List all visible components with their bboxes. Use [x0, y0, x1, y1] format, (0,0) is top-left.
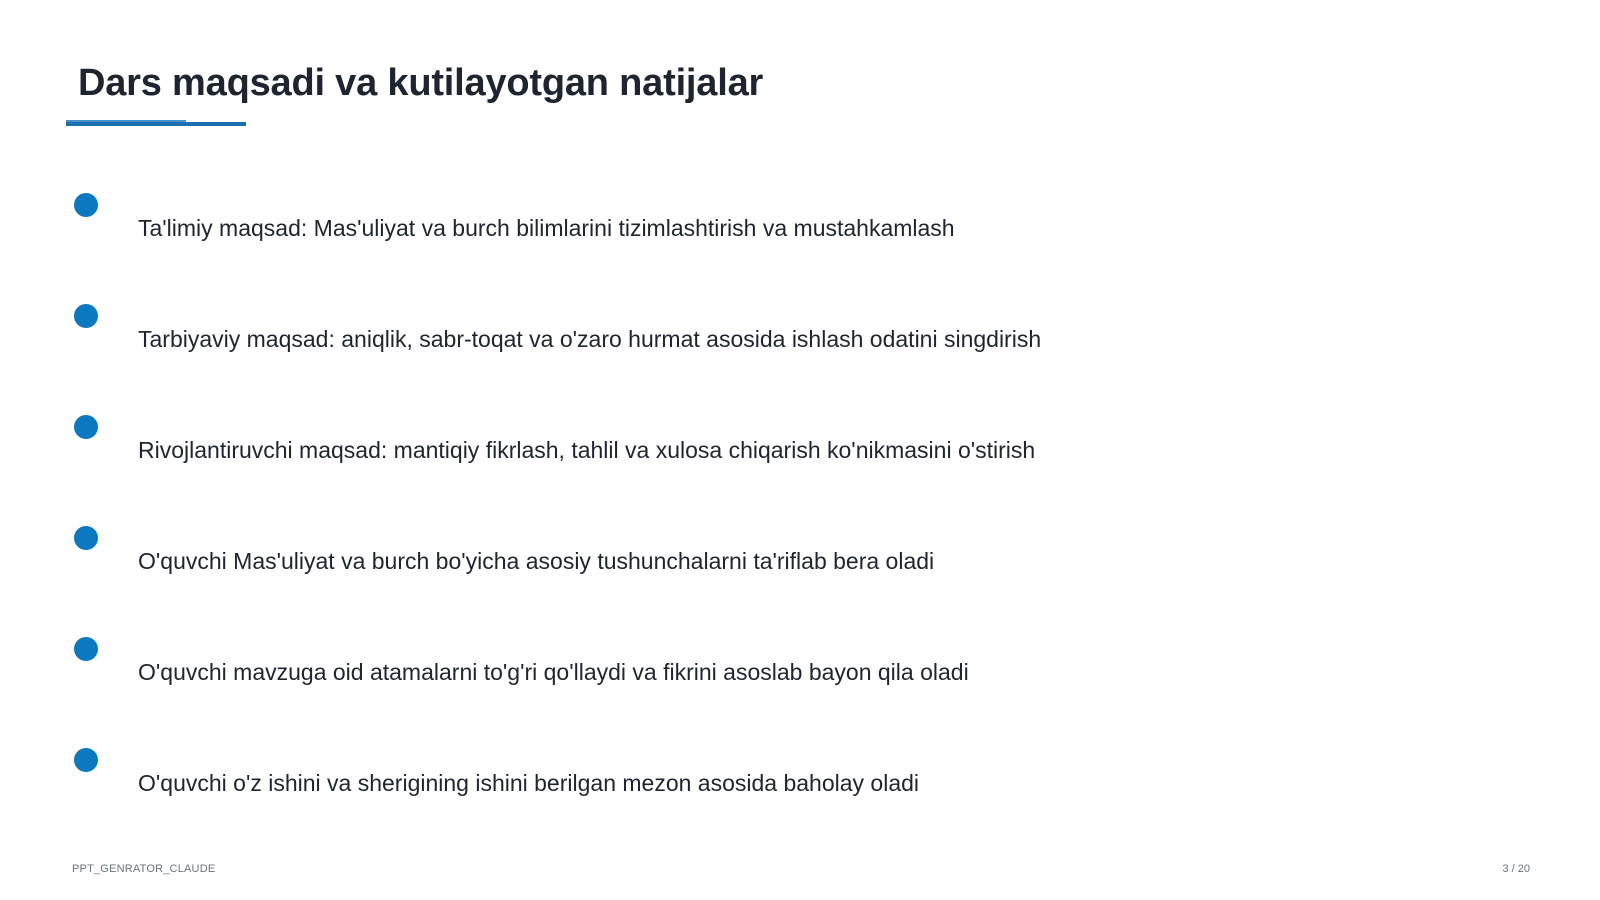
title-underline-accent	[66, 120, 186, 122]
title-underline	[66, 122, 246, 126]
bullet-text: O'quvchi Mas'uliyat va burch bo'yicha asosiy tushunchalarni ta'riflab bera oladi	[138, 548, 935, 574]
bullet-dot-icon	[74, 748, 98, 772]
bullet-text: O'quvchi o'z ishini va sherigining ishini berilgan mezon asosida baholay oladi	[138, 770, 920, 796]
bullet-item	[0, 748, 1200, 808]
footer-label: PPT_GENRATOR_CLAUDE	[72, 863, 216, 875]
slide-title: Dars maqsadi va kutilayotgan natijalar	[78, 62, 764, 104]
bullet-text: O'quvchi mavzuga oid atamalarni to'g'ri qo'llaydi va fikrini asoslab bayon qila oladi	[138, 659, 969, 685]
bullet-dot-icon	[74, 193, 98, 217]
bullet-text: Ta'limiy maqsad: Mas'uliyat va burch bilimlarini tizimlashtirish va mustahkamlash	[138, 215, 955, 241]
bullet-dot-icon	[74, 415, 98, 439]
bullet-item	[0, 526, 1200, 586]
bullet-item	[0, 193, 1200, 253]
bullet-text: Rivojlantiruvchi maqsad: mantiqiy fikrlash, tahlil va xulosa chiqarish ko'nikmasini o'stirish	[138, 437, 1036, 463]
bullet-item	[0, 415, 1200, 475]
page-indicator: 3 / 20	[1502, 863, 1530, 875]
bullet-item	[0, 637, 1200, 697]
bullet-dot-icon	[74, 304, 98, 328]
bullet-text: Tarbiyaviy maqsad: aniqlik, sabr-toqat va o'zaro hurmat asosida ishlash odatini singdirish	[138, 326, 1042, 352]
bullet-dot-icon	[74, 526, 98, 550]
bullet-dot-icon	[74, 637, 98, 661]
bullet-item	[0, 304, 1200, 364]
